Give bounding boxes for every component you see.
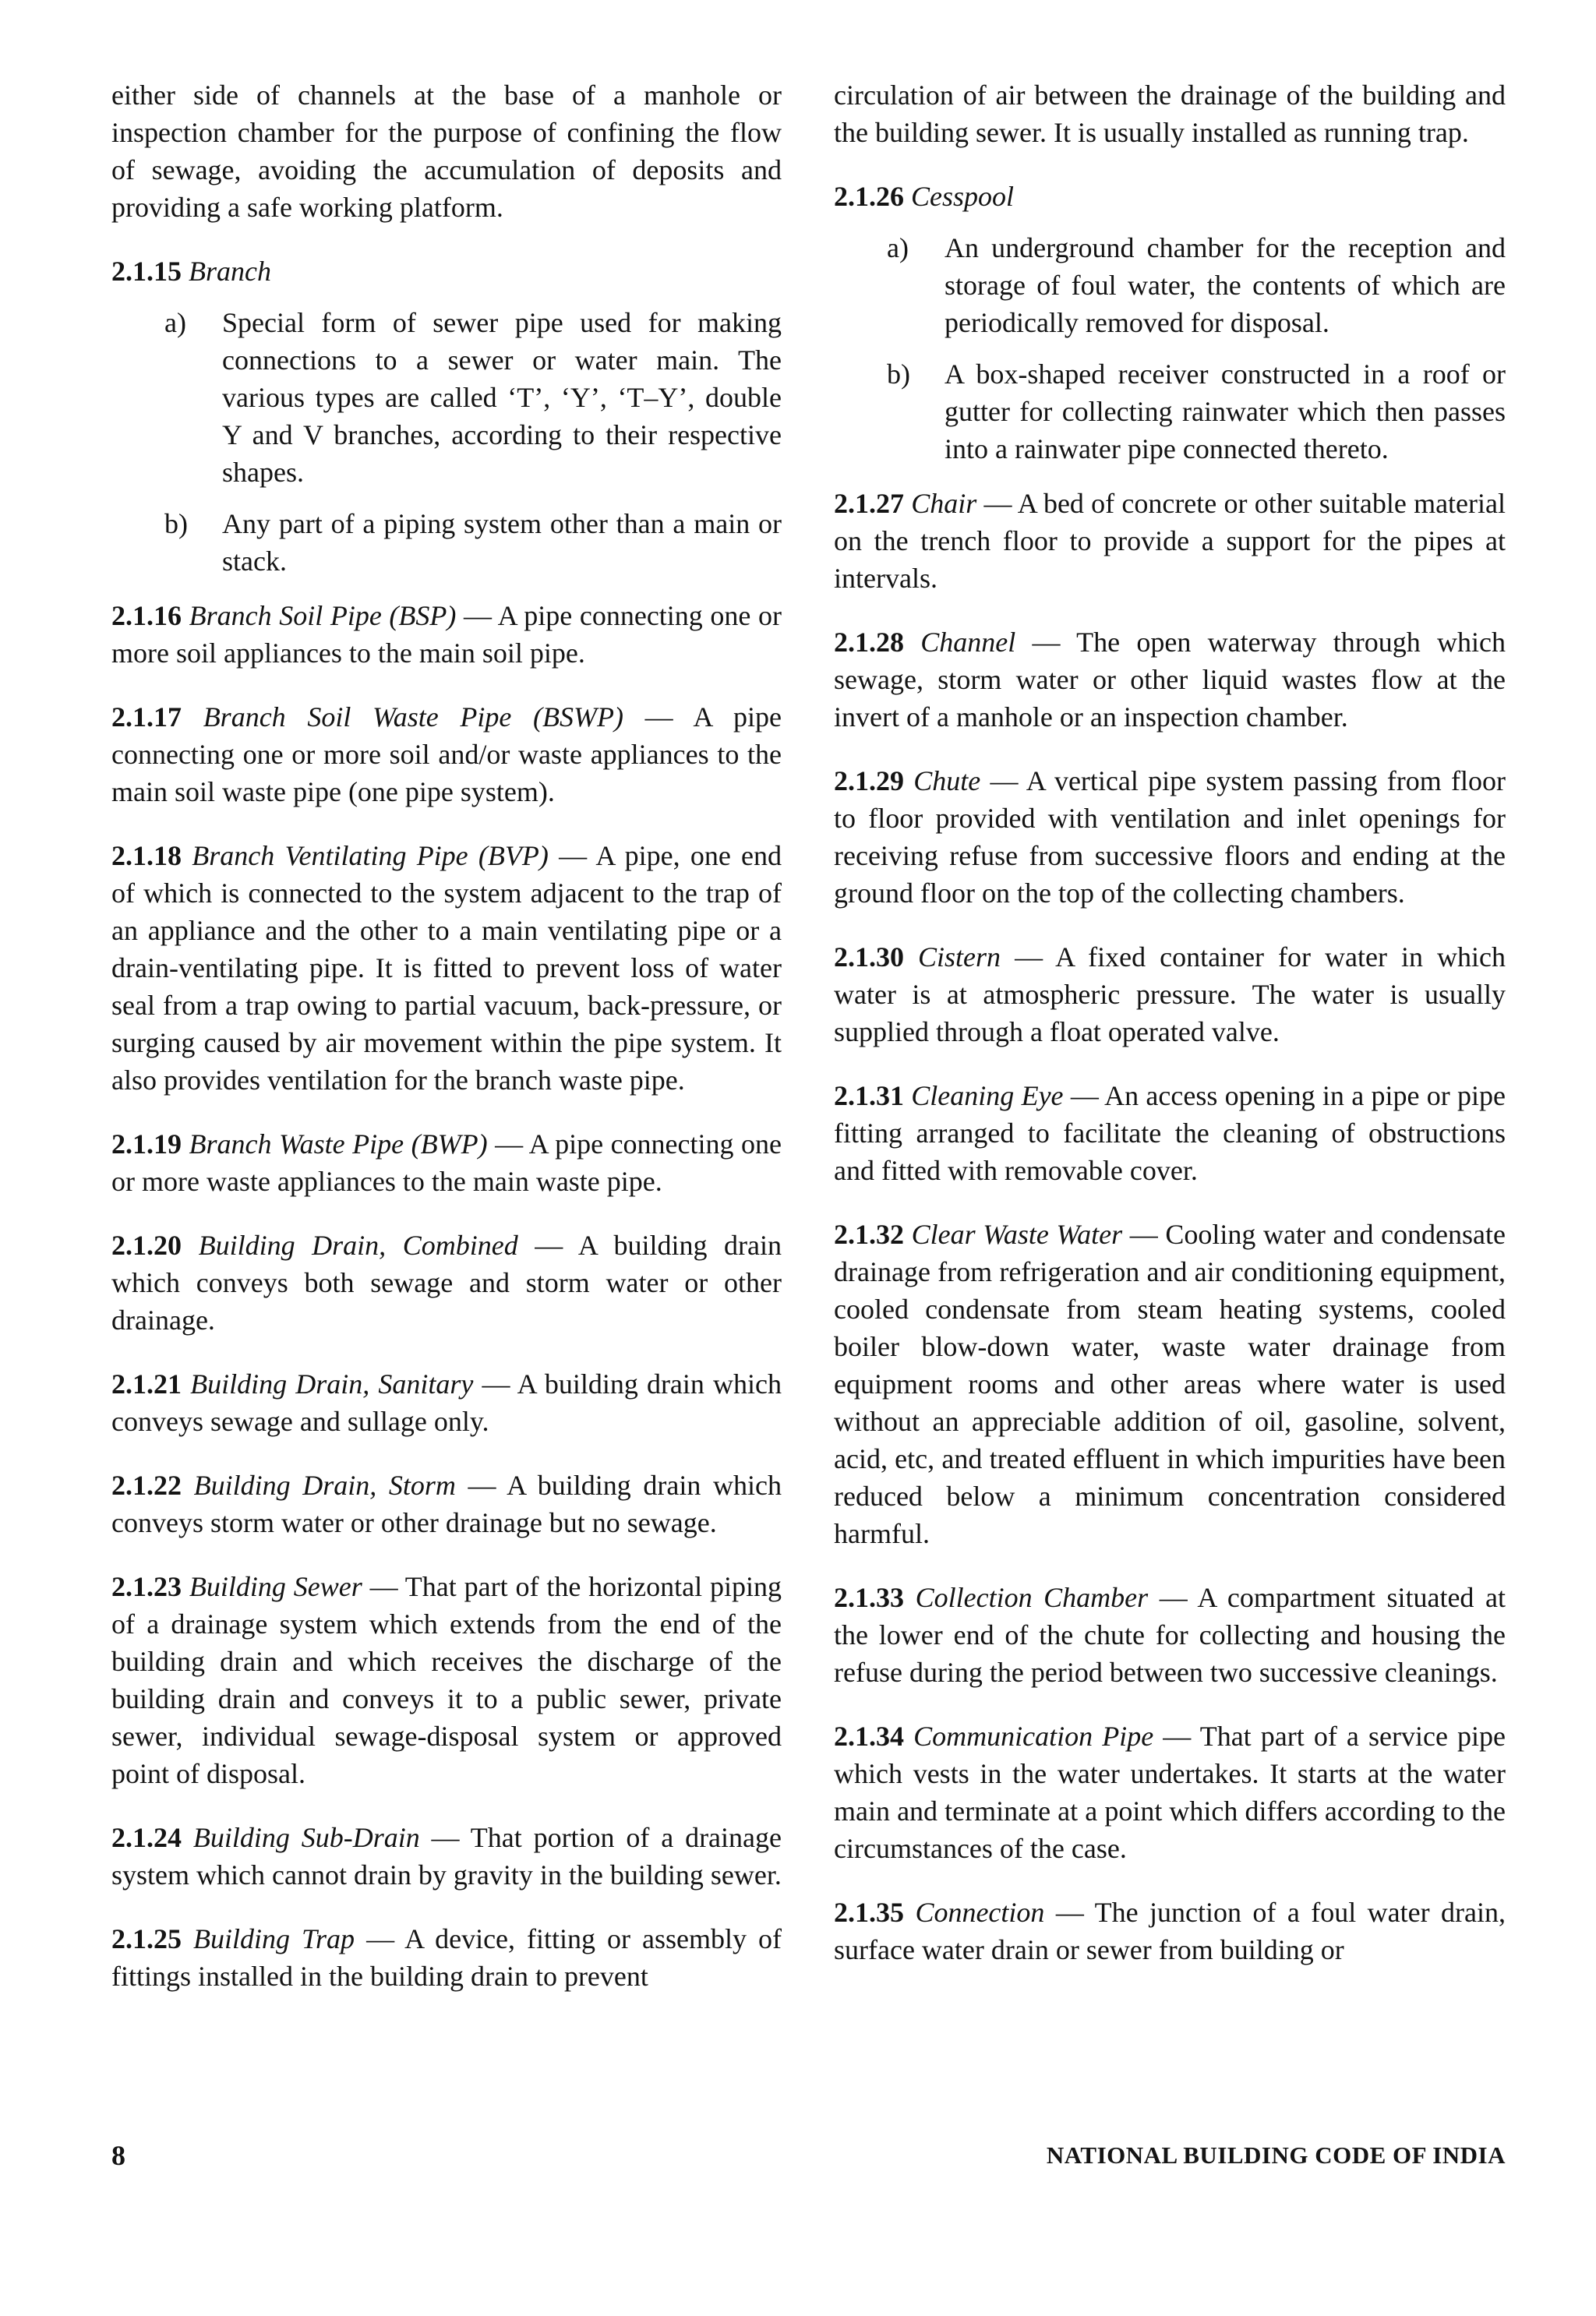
clause-number: 2.1.26	[834, 181, 904, 212]
clause-text: — That portion of a drainage system which cannot drain by gravity in the building sewer.	[111, 1822, 782, 1891]
clause-text: — A building drain which conveys both sewage and storm water or other drainage.	[111, 1230, 782, 1336]
clause-number: 2.1.31	[834, 1080, 904, 1111]
clause-2-1-25	[111, 1920, 782, 1995]
page-number: 8	[111, 2140, 125, 2171]
clause-number: 2.1.18	[111, 840, 182, 871]
clause-2-1-17	[111, 698, 782, 810]
clause-term: Cistern	[918, 941, 1001, 973]
list-item	[111, 505, 782, 580]
clause-term: Branch Waste Pipe (BWP)	[189, 1128, 488, 1160]
clause-term: Branch Ventilating Pipe (BVP)	[192, 840, 549, 871]
clause-number: 2.1.16	[111, 600, 182, 631]
clause-2-1-23	[111, 1568, 782, 1792]
clause-text: — A compartment situated at the lower end of the chute for collecting and housing the refuse during the period between two successive cleanings.	[834, 1582, 1506, 1688]
clause-term: Clear Waste Water	[911, 1219, 1123, 1250]
clause-2-1-30	[834, 938, 1506, 1050]
clause-2-1-24	[111, 1819, 782, 1894]
clause-2-1-18	[111, 837, 782, 1099]
clause-text: — A bed of concrete or other suitable material on the trench floor to provide a support for the pipes at intervals.	[834, 488, 1506, 594]
list-item	[834, 229, 1506, 341]
list-item-text: Any part of a piping system other than a main or stack.	[222, 508, 782, 577]
clause-term: Building Drain, Sanitary	[190, 1368, 474, 1400]
clause-text: — A fixed container for water in which water is at atmospheric pressure. The water is usually supplied through a float operated valve.	[834, 941, 1506, 1047]
clause-number: 2.1.23	[111, 1571, 182, 1602]
clause-2-1-26-list	[834, 229, 1506, 468]
clause-2-1-28	[834, 623, 1506, 736]
clause-number: 2.1.33	[834, 1582, 904, 1613]
clause-number: 2.1.32	[834, 1219, 904, 1250]
clause-2-1-21	[111, 1365, 782, 1440]
list-item	[834, 355, 1506, 468]
clause-text: — A device, fitting or assembly of fittings installed in the building drain to prevent	[111, 1923, 782, 1992]
clause-number: 2.1.30	[834, 941, 904, 973]
clause-term: Channel	[920, 627, 1016, 658]
clause-term: Collection Chamber	[915, 1582, 1149, 1613]
clause-text: — A vertical pipe system passing from floor to floor provided with ventilation and inlet openings for receiving refuse from successive floors and ending at the ground floor on the top of the collecting chambers.	[834, 765, 1506, 909]
clause-term: Chute	[913, 765, 981, 796]
list-item-label: a)	[887, 232, 909, 263]
clause-term: Connection	[915, 1897, 1045, 1928]
clause-2-1-29	[834, 762, 1506, 912]
clause-number: 2.1.17	[111, 701, 182, 733]
clause-text: — A pipe, one end of which is connected to the system adjacent to the trap of an appliance and the other to a main ventilating pipe or a drain-ventilating pipe. It is fitted to prevent loss of water seal from a trap owing to partial vacuum, back-pressure, or surging caused by air movement within the pipe system. It also provides ventilation for the branch waste pipe.	[111, 840, 782, 1096]
list-item	[111, 304, 782, 491]
clause-2-1-35	[834, 1894, 1506, 1968]
clause-term: Building Trap	[193, 1923, 355, 1954]
clause-2-1-22	[111, 1467, 782, 1541]
list-item-text: Special form of sewer pipe used for making connections to a sewer or water main. The various types are called ‘T’, ‘Y’, ‘T–Y’, double Y and V branches, according to their respective shapes.	[222, 307, 782, 488]
clause-number: 2.1.15	[111, 256, 182, 287]
clause-text: — The junction of a foul water drain, surface water drain or sewer from building or	[834, 1897, 1506, 1965]
clause-2-1-26-heading	[834, 178, 1506, 215]
clause-term: Building Sub-Drain	[192, 1822, 420, 1853]
clause-2-1-32	[834, 1216, 1506, 1552]
clause-text: — The open waterway through which sewage, storm water or other liquid wastes flow at the invert of a manhole or an inspection chamber.	[834, 627, 1506, 733]
continued-paragraph: circulation of air between the drainage of the building and the building sewer. It is usually installed as running trap.	[834, 79, 1506, 148]
clause-term: Cesspool	[911, 181, 1015, 212]
clause-text: — An access opening in a pipe or pipe fitting arranged to facilitate the cleaning of obstructions and fitted with removable cover.	[834, 1080, 1506, 1186]
clause-number: 2.1.28	[834, 627, 904, 658]
clause-text: — Cooling water and condensate drainage from refrigeration and air conditioning equipment, cooled condensate from steam heating systems, cooled boiler blow-down water, waste water drainage from equipment rooms and other areas where water is used without an appreciable addition of oil, gasoline, solvent, acid, etc, and treated effluent in which impurities have been reduced below a minimum concentration considered harmful.	[834, 1219, 1506, 1549]
clause-term: Cleaning Eye	[911, 1080, 1064, 1111]
clause-number: 2.1.24	[111, 1822, 182, 1853]
clause-term: Chair	[911, 488, 977, 519]
clause-text: — A building drain which conveys sewage and sullage only.	[111, 1368, 782, 1437]
clause-2-1-15-heading	[111, 252, 782, 290]
clause-number: 2.1.19	[111, 1128, 182, 1160]
list-item-label: b)	[164, 508, 188, 539]
clause-2-1-19	[111, 1125, 782, 1200]
clause-number: 2.1.29	[834, 765, 904, 796]
left-column	[111, 76, 782, 2021]
clause-term: Communication Pipe	[913, 1721, 1154, 1752]
list-item-label: a)	[164, 307, 186, 338]
clause-text: — A building drain which conveys storm water or other drainage but no sewage.	[111, 1470, 782, 1538]
continued-paragraph: either side of channels at the base of a manhole or inspection chamber for the purpose of confining the flow of sewage, avoiding the accumulation of deposits and providing a safe working platform.	[111, 79, 782, 223]
clause-2-1-27	[834, 485, 1506, 597]
clause-2-1-34	[834, 1718, 1506, 1867]
clause-text: — A pipe connecting one or more soil appliances to the main soil pipe.	[111, 600, 782, 669]
clause-2-1-15-list	[111, 304, 782, 580]
clause-number: 2.1.27	[834, 488, 904, 519]
clause-term: Building Drain, Storm	[193, 1470, 456, 1501]
list-item-text: An underground chamber for the reception and storage of foul water, the contents of which are periodically removed for disposal.	[945, 232, 1506, 338]
clause-text: — That part of the horizontal piping of a drainage system which extends from the end of the building drain and which receives the discharge of the building drain and conveys it to a public sewer, private sewer, individual sewage-disposal system or approved point of disposal.	[111, 1571, 782, 1789]
clause-term: Branch Soil Pipe (BSP)	[189, 600, 457, 631]
clause-term: Building Drain, Combined	[198, 1230, 518, 1261]
clause-term: Branch Soil Waste Pipe (BSWP)	[203, 701, 623, 733]
clause-2-1-31	[834, 1077, 1506, 1189]
clause-number: 2.1.35	[834, 1897, 904, 1928]
clause-number: 2.1.22	[111, 1470, 182, 1501]
clause-text: — A pipe connecting one or more waste appliances to the main waste pipe.	[111, 1128, 782, 1197]
clause-text: — A pipe connecting one or more soil and/or waste appliances to the main soil waste pipe (one pipe system).	[111, 701, 782, 807]
right-column	[834, 76, 1506, 1995]
clause-number: 2.1.20	[111, 1230, 182, 1261]
clause-term: Branch	[189, 256, 271, 287]
list-item-label: b)	[887, 358, 910, 390]
clause-2-1-16	[111, 597, 782, 672]
publication-title: NATIONAL BUILDING CODE OF INDIA	[1046, 2141, 1506, 2169]
clause-number: 2.1.34	[834, 1721, 904, 1752]
clause-term: Building Sewer	[189, 1571, 362, 1602]
clause-2-1-33	[834, 1579, 1506, 1691]
clause-number: 2.1.21	[111, 1368, 182, 1400]
clause-2-1-20	[111, 1227, 782, 1339]
list-item-text: A box-shaped receiver constructed in a roof or gutter for collecting rainwater which then passes into a rainwater pipe connected thereto.	[945, 358, 1506, 464]
clause-text: — That part of a service pipe which vests in the water undertakes. It starts at the water main and terminate at a point which differs according to the circumstances of the case.	[834, 1721, 1506, 1864]
clause-number: 2.1.25	[111, 1923, 182, 1954]
